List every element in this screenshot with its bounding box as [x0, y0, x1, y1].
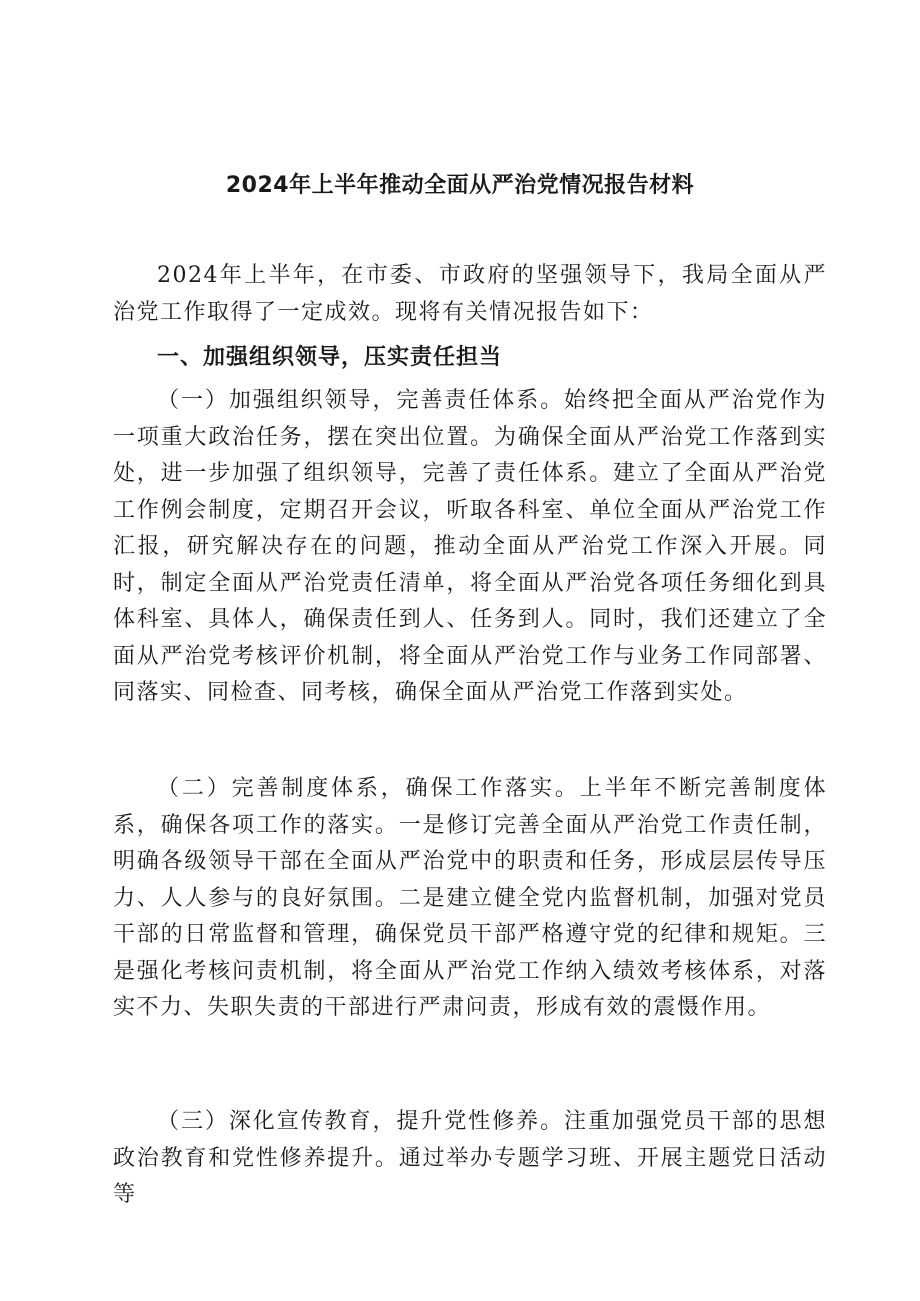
paragraph-3: （三）深化宣传教育，提升党性修养。注重加强党员干部的思想政治教育和党性修养提升。通过举办专题学习班、开展主题党日活动等 [113, 1109, 827, 1207]
section-heading-1: 一、加强组织领导，压实责任担当 [157, 345, 503, 370]
paragraph-1: （一）加强组织领导，完善责任体系。始终把全面从严治党作为一项重大政治任务，摆在突出位置。为确保全面从严治党工作落到实处，进一步加强了组织领导，完善了责任体系。建立了全面从严治党工作例会制度，定期召开会议，听取各科室、单位全面从严治党工作汇报，研究解决存在的问题，推动全面从严治党工作深入开展。同时，制定全面从严治党责任清单，将全面从严治党各项任务细化到具体科室、具体人，确保责任到人、任务到人。同时，我们还建立了全面从严治党考核评价机制，将全面从严治党工作与业务工作同部署、同落实、同检查、同考核，确保全面从严治党工作落到实处。 [113, 388, 827, 705]
document-title: 2024年上半年推动全面从严治党情况报告材料 [225, 173, 695, 198]
paragraph-2: （二）完善制度体系，确保工作落实。上半年不断完善制度体系，确保各项工作的落实。一是修订完善全面从严治党工作责任制，明确各级领导干部在全面从严治党中的职责和任务，形成层层传导压力、人人参与的良好氛围。二是建立健全党内监督机制，加强对党员干部的日常监督和管理，确保党员干部严格遵守党的纪律和规矩。三是强化考核问责机制，将全面从严治党工作纳入绩效考核体系，对落实不力、失职失责的干部进行严肃问责，形成有效的震慑作用。 [113, 776, 827, 1020]
intro-paragraph: 2024年上半年，在市委、市政府的坚强领导下，我局全面从严治党工作取得了一定成效。现将有关情况报告如下： [113, 263, 827, 325]
